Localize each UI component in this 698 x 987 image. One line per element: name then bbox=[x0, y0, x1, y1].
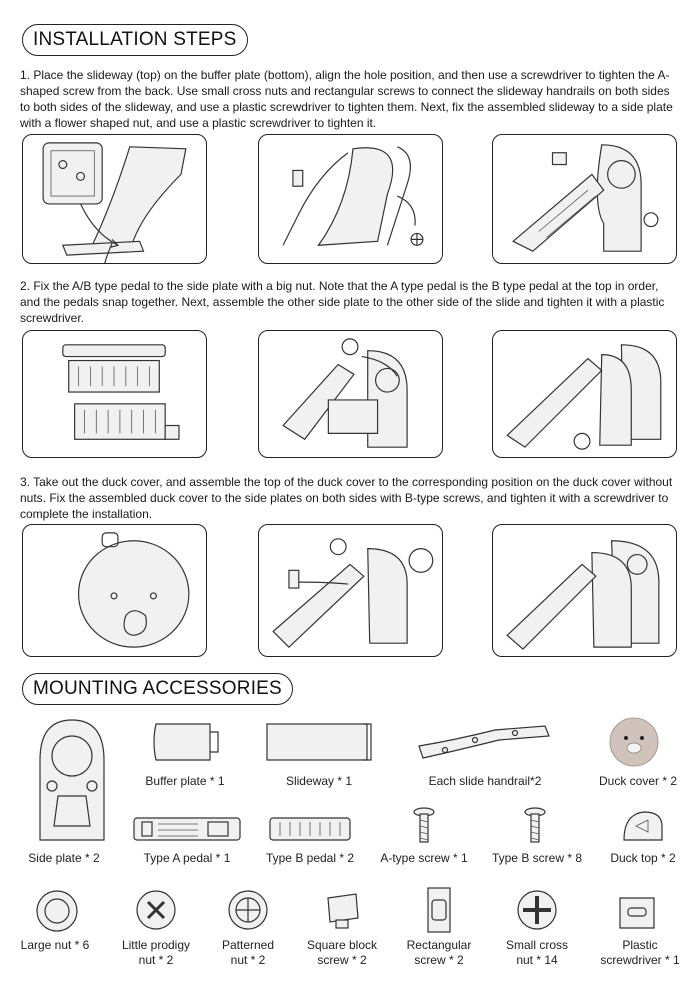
plastic-screwdriver-label bbox=[590, 938, 690, 968]
b-type-screw-part bbox=[521, 806, 549, 846]
rectangular-screw-part bbox=[424, 884, 454, 936]
small-cross-nut-part bbox=[515, 888, 559, 932]
second-side-plate-illustration bbox=[493, 331, 676, 457]
duck-cover-attach-illustration bbox=[259, 525, 442, 656]
rectangular-screw-label-line-1: Rectangular bbox=[406, 938, 472, 952]
large-nut-part bbox=[34, 888, 80, 934]
duck-cover-label: Duck cover * 2 bbox=[598, 774, 678, 788]
duck-cover-illustration bbox=[23, 525, 206, 656]
plastic-screwdriver-label-line-1: Plastic bbox=[622, 938, 658, 952]
step-1-image-2 bbox=[258, 134, 443, 264]
handrail-part bbox=[415, 716, 555, 766]
buffer-plate-label: Buffer plate * 1 bbox=[145, 774, 225, 788]
duck-top-label: Duck top * 2 bbox=[610, 851, 676, 865]
type-b-pedal-part bbox=[264, 810, 356, 846]
little-prodigy-nut-label-line-2: nut * 2 bbox=[138, 953, 174, 967]
step-1-text: 1. Place the slideway (top) on the buffer plate (bottom), align the hole position, and then use a screwdriver to tighten the A-shaped screw from the back. Use small cross nuts and rectangular screws to connect the slideway handrails on both sides to both sides of the slideway, and use a plastic screwdriver to tighten them. Next, fix the assembled slideway to a side plate with a flower shaped nut, and use a plastic screwdriver to tighten it. bbox=[20, 68, 673, 130]
side-plate-attach-illustration bbox=[493, 135, 676, 263]
small-cross-nut-label-line-2: nut * 14 bbox=[516, 953, 558, 967]
side-plate-part bbox=[22, 716, 118, 846]
buffer-plate-part bbox=[150, 716, 220, 766]
b-type-screw-icon bbox=[521, 806, 549, 846]
patterned-nut-label-line-2: nut * 2 bbox=[230, 953, 266, 967]
plastic-screwdriver-part bbox=[614, 888, 660, 934]
large-nut-icon bbox=[34, 888, 80, 934]
type-a-pedal-label: Type A pedal * 1 bbox=[143, 851, 231, 865]
a-type-screw-icon bbox=[410, 806, 438, 846]
handrail-label: Each slide handrail*2 bbox=[428, 774, 542, 788]
small-cross-nut-label bbox=[487, 938, 587, 968]
little-prodigy-nut-label bbox=[106, 938, 206, 968]
a-type-screw-part bbox=[410, 806, 438, 846]
type-b-pedal-icon bbox=[264, 810, 356, 846]
square-block-screw-label-line-1: Square block bbox=[306, 938, 378, 952]
square-block-screw-part bbox=[320, 888, 364, 932]
mounting-accessories-title: MOUNTING ACCESSORIES bbox=[22, 673, 293, 705]
duck-cover-icon bbox=[608, 716, 660, 768]
slideway-part bbox=[263, 716, 375, 766]
step-2-text: 2. Fix the A/B type pedal to the side plate with a big nut. Note that the A type pedal is the B type pedal at the top in order, and the pedals snap together. Next, assemble the other side plate to the other side of the slide and tighten it with a plastic screwdriver. bbox=[20, 279, 665, 325]
small-cross-nut-icon bbox=[515, 888, 559, 932]
rectangular-screw-label-line-2: screw * 2 bbox=[414, 953, 464, 967]
b-type-screw-label: Type B screw * 8 bbox=[491, 851, 583, 865]
step-3-image-2 bbox=[258, 524, 443, 657]
little-prodigy-nut-icon bbox=[134, 888, 178, 932]
a-type-screw-label: A-type screw * 1 bbox=[380, 851, 468, 865]
step-3-image-3 bbox=[492, 524, 677, 657]
duck-cover-part bbox=[608, 716, 660, 768]
side-plate-icon bbox=[22, 716, 118, 846]
step-3-text: 3. Take out the duck cover, and assemble the top of the duck cover to the corresponding position on the duck cover without nuts. Fix the assembled duck cover to the side plates on both sides with B-type screws, and tighten it with a screwdriver to complete the installation. bbox=[20, 475, 673, 521]
buffer-plate-icon bbox=[150, 716, 220, 766]
little-prodigy-nut-part bbox=[134, 888, 178, 932]
step-1-image-3 bbox=[492, 134, 677, 264]
installation-steps-title: INSTALLATION STEPS bbox=[22, 24, 248, 56]
slideway-label: Slideway * 1 bbox=[285, 774, 353, 788]
plastic-screwdriver-label-line-2: screwdriver * 1 bbox=[600, 953, 680, 967]
little-prodigy-nut-label-line-1: Little prodigy bbox=[121, 938, 191, 952]
plastic-screwdriver-icon bbox=[614, 888, 660, 934]
square-block-screw-icon bbox=[320, 888, 364, 932]
duck-top-part bbox=[620, 806, 666, 846]
square-block-screw-label bbox=[292, 938, 392, 968]
step-2-image-2 bbox=[258, 330, 443, 458]
small-cross-nut-label-line-1: Small cross bbox=[505, 938, 568, 952]
patterned-nut-label-line-1: Patterned bbox=[221, 938, 275, 952]
rectangular-screw-label bbox=[389, 938, 489, 968]
rectangular-screw-icon bbox=[424, 884, 454, 936]
slideway-buffer-assembly-illustration bbox=[23, 135, 206, 263]
pedals-to-side-plate-illustration bbox=[259, 331, 442, 457]
handrail-attach-illustration bbox=[259, 135, 442, 263]
finished-slide-illustration bbox=[493, 525, 676, 656]
step-2-image-3 bbox=[492, 330, 677, 458]
type-a-pedal-part bbox=[128, 810, 246, 846]
side-plate-label: Side plate * 2 bbox=[28, 851, 100, 865]
large-nut-label: Large nut * 6 bbox=[20, 938, 90, 952]
patterned-nut-icon bbox=[226, 888, 270, 932]
patterned-nut-label bbox=[200, 938, 296, 968]
duck-top-icon bbox=[620, 806, 666, 846]
type-b-pedal-label: Type B pedal * 2 bbox=[265, 851, 355, 865]
patterned-nut-part bbox=[226, 888, 270, 932]
slideway-icon bbox=[263, 716, 375, 766]
handrail-icon bbox=[415, 716, 555, 766]
pedals-snap-illustration bbox=[23, 331, 206, 457]
step-1-image-1 bbox=[22, 134, 207, 264]
type-a-pedal-icon bbox=[128, 810, 246, 846]
square-block-screw-label-line-2: screw * 2 bbox=[317, 953, 367, 967]
step-3-image-1 bbox=[22, 524, 207, 657]
step-2-image-1 bbox=[22, 330, 207, 458]
